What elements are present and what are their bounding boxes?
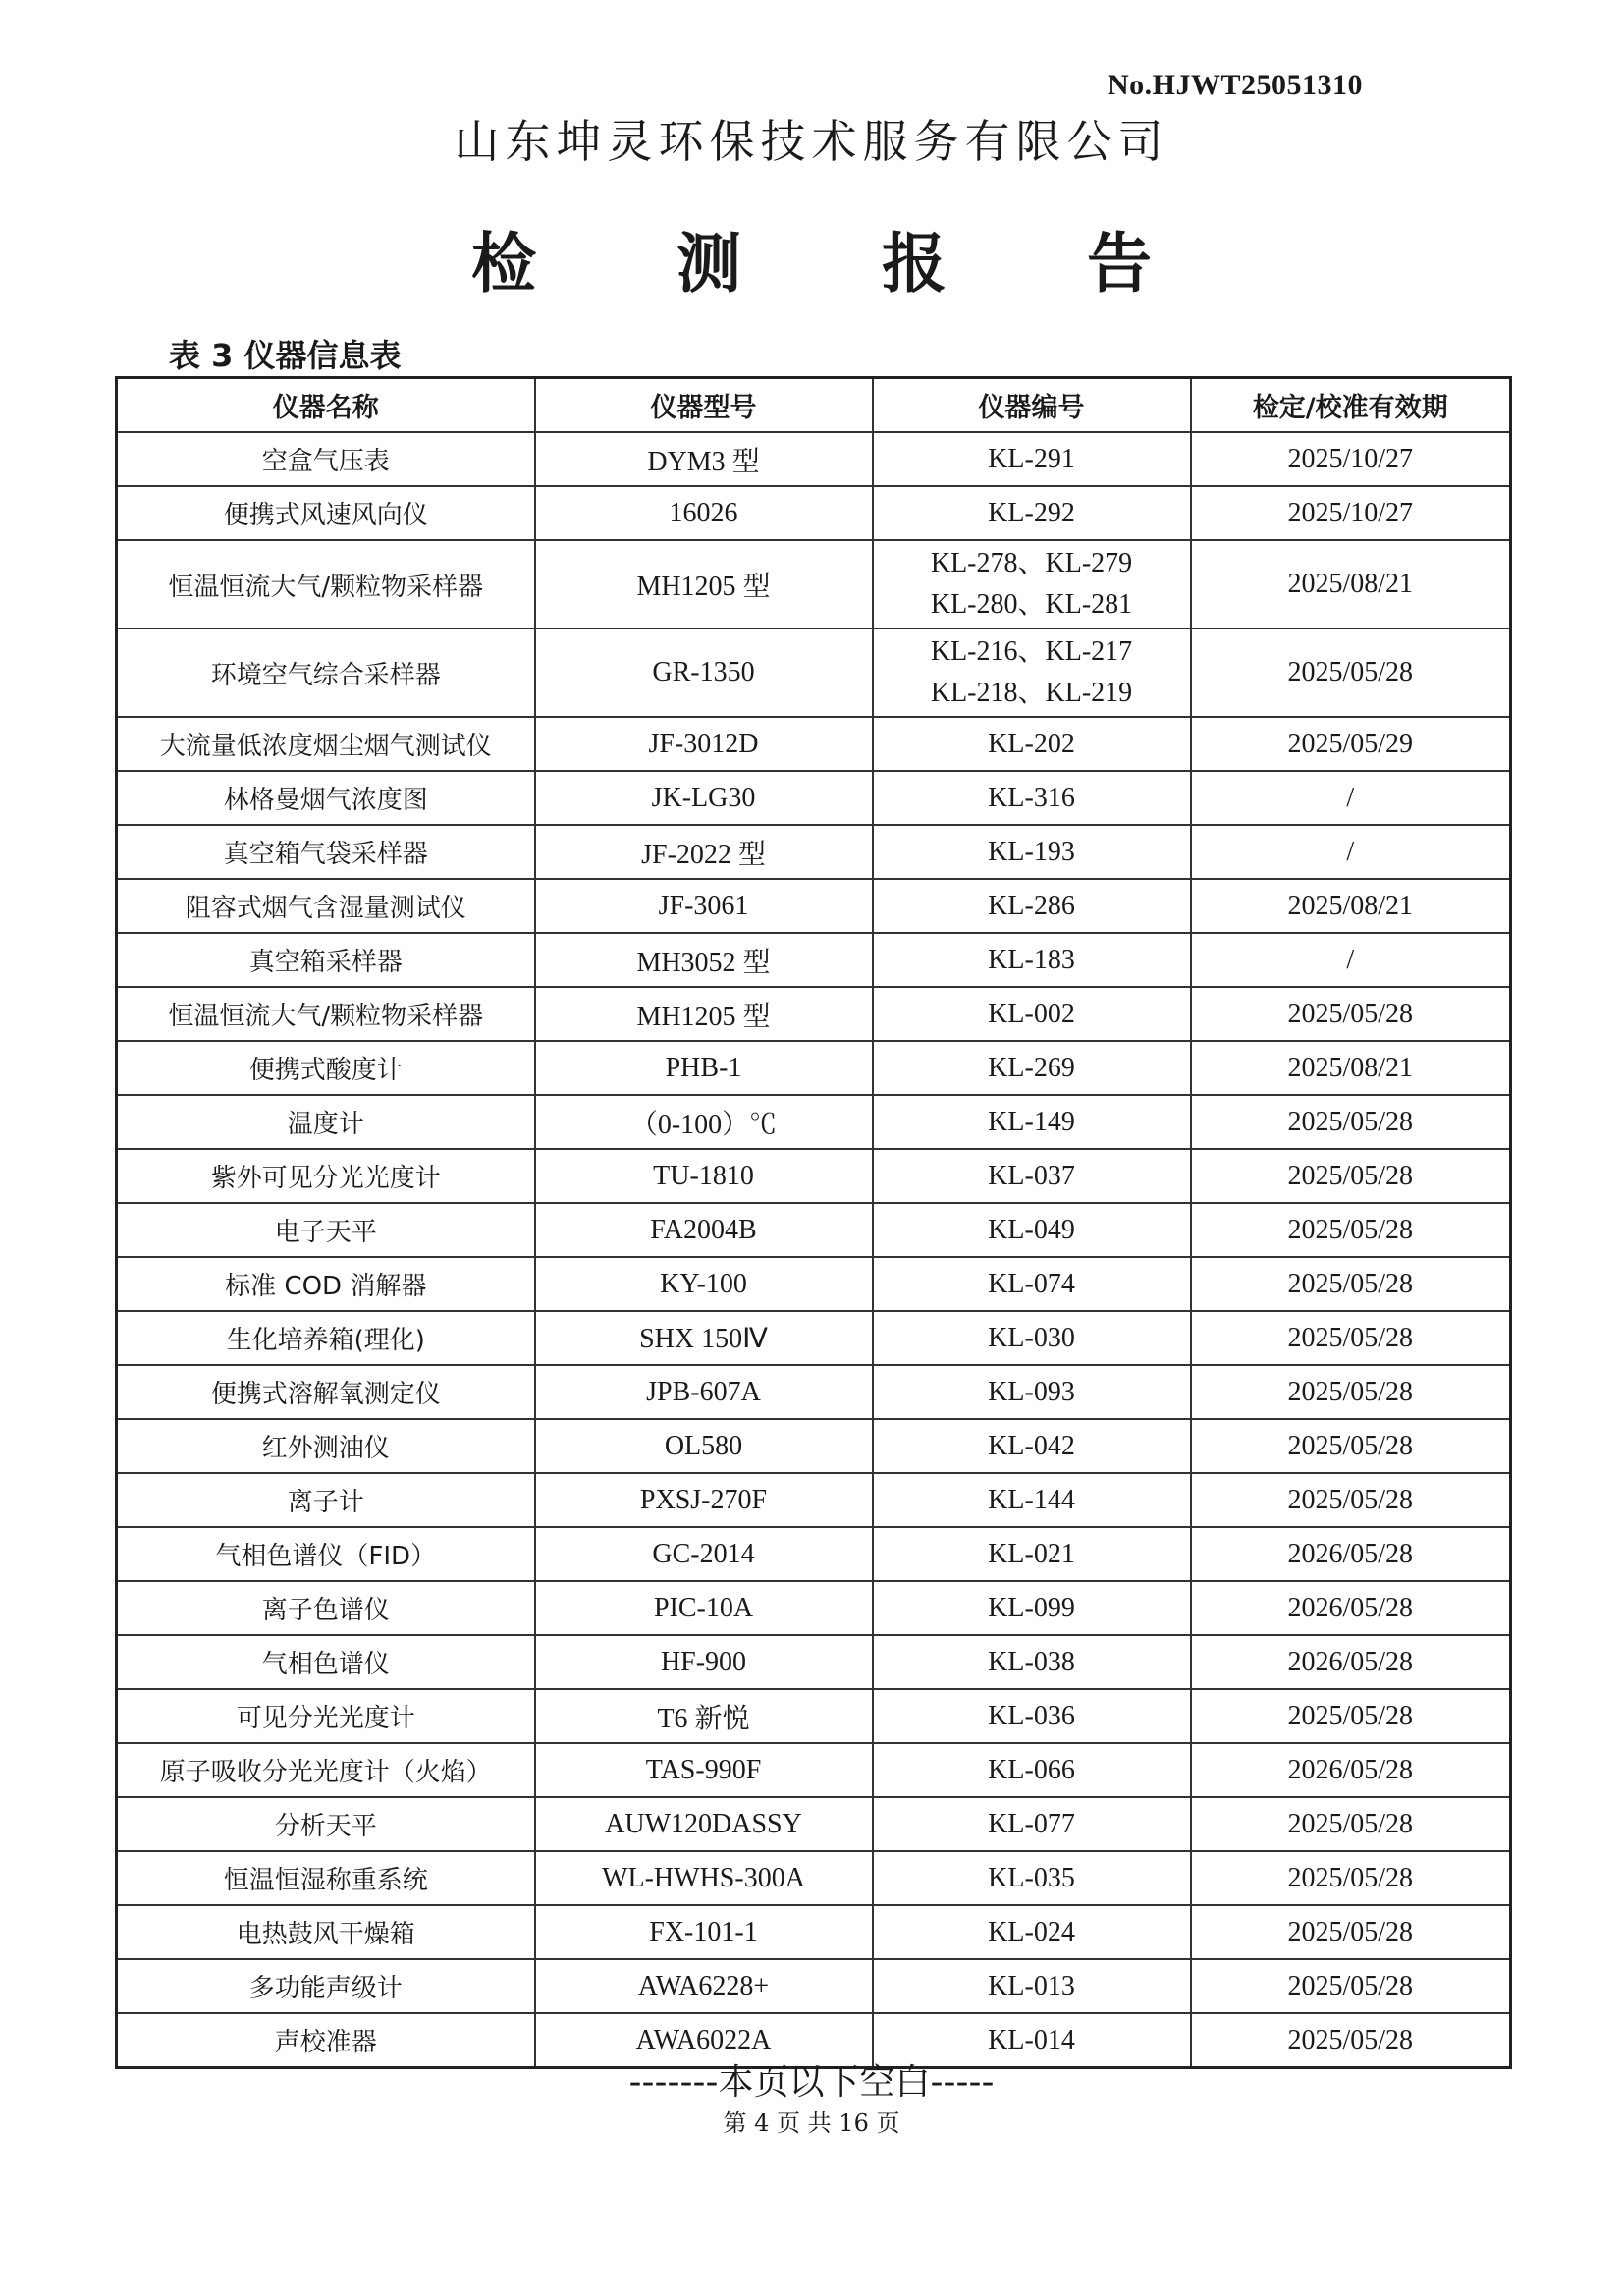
instrument-name-cell: 红外测油仪 — [117, 1419, 535, 1473]
valid-date-cell: 2025/08/21 — [1191, 1041, 1511, 1095]
instrument-model-cell: T6 新悦 — [535, 1689, 873, 1743]
instrument-number-line: KL-036 — [988, 1700, 1075, 1731]
instrument-model-cell: JK-LG30 — [535, 771, 873, 825]
instrument-model-cell: DYM3 型 — [535, 432, 873, 486]
instrument-model-cell: GC-2014 — [535, 1527, 873, 1581]
instrument-model-cell: TU-1810 — [535, 1149, 873, 1203]
instrument-model-cell: HF-900 — [535, 1635, 873, 1689]
valid-date-cell: 2025/08/21 — [1191, 540, 1511, 629]
instrument-number-cell — [873, 1257, 1191, 1311]
instrument-number-cell — [873, 1959, 1191, 2013]
instrument-model-cell: TAS-990F — [535, 1743, 873, 1797]
instrument-number-line: KL-002 — [988, 998, 1075, 1029]
valid-date-cell: / — [1191, 771, 1511, 825]
instrument-number-cell — [873, 987, 1191, 1041]
table-row — [117, 1581, 1511, 1635]
instrument-number-cell — [873, 1311, 1191, 1365]
table-row — [117, 629, 1511, 717]
instrument-number-cell — [873, 825, 1191, 879]
instrument-name-cell: 阻容式烟气含湿量测试仪 — [117, 879, 535, 933]
instrument-number-line: KL-149 — [988, 1106, 1075, 1137]
valid-date-cell: 2025/05/29 — [1191, 717, 1511, 771]
instrument-number-cell — [873, 1743, 1191, 1797]
instrument-name-cell: 生化培养箱(理化) — [117, 1311, 535, 1365]
instrument-name-cell: 多功能声级计 — [117, 1959, 535, 2013]
valid-date-cell: 2025/05/28 — [1191, 1149, 1511, 1203]
company-name: 山东坤灵环保技术服务有限公司 — [454, 115, 1169, 168]
instrument-number-cell — [873, 879, 1191, 933]
instrument-model-cell: PIC-10A — [535, 1581, 873, 1635]
instrument-number-line: KL-038 — [988, 1646, 1075, 1677]
table-row — [117, 1851, 1511, 1905]
instrument-number-line: KL-074 — [988, 1268, 1075, 1299]
table-row — [117, 1635, 1511, 1689]
instrument-number-line: KL-037 — [988, 1160, 1075, 1191]
valid-date-cell: 2025/05/28 — [1191, 1473, 1511, 1527]
instrument-name-cell: 气相色谱仪（FID） — [117, 1527, 535, 1581]
valid-date-cell: 2025/05/28 — [1191, 1959, 1511, 2013]
instrument-number-line: KL-099 — [988, 1592, 1075, 1623]
valid-date-cell: 2025/05/28 — [1191, 1905, 1511, 1959]
instrument-name-cell: 大流量低浓度烟尘烟气测试仪 — [117, 717, 535, 771]
instrument-name-cell: 分析天平 — [117, 1797, 535, 1851]
report-number: No.HJWT25051310 — [1108, 69, 1364, 101]
table-row — [117, 1905, 1511, 1959]
instrument-number-cell — [873, 540, 1191, 629]
instrument-model-cell: JF-3012D — [535, 717, 873, 771]
valid-date-cell: 2026/05/28 — [1191, 1581, 1511, 1635]
instrument-model-cell: WL-HWHS-300A — [535, 1851, 873, 1905]
valid-date-cell: 2025/08/21 — [1191, 879, 1511, 933]
instrument-name-cell: 离子计 — [117, 1473, 535, 1527]
instrument-number-cell — [873, 1203, 1191, 1257]
instrument-number-line: KL-202 — [988, 728, 1075, 759]
instrument-model-cell: PHB-1 — [535, 1041, 873, 1095]
valid-date-cell: 2025/05/28 — [1191, 1311, 1511, 1365]
instrument-number-cell — [873, 1527, 1191, 1581]
instrument-number-line: KL-042 — [988, 1430, 1075, 1461]
instrument-model-cell: SHX 150Ⅳ — [535, 1311, 873, 1365]
instrument-number-line: KL-066 — [988, 1754, 1075, 1785]
valid-date-cell: 2025/05/28 — [1191, 1095, 1511, 1149]
instrument-table — [115, 376, 1512, 2069]
instrument-name-cell: 真空箱采样器 — [117, 933, 535, 987]
page-number: 第 4 页 共 16 页 — [723, 2109, 900, 2137]
instrument-model-cell: MH1205 型 — [535, 540, 873, 629]
instrument-name-cell: 林格曼烟气浓度图 — [117, 771, 535, 825]
instrument-number-cell — [873, 1905, 1191, 1959]
instrument-number-cell — [873, 717, 1191, 771]
instrument-name-cell: 声校准器 — [117, 2013, 535, 2068]
instrument-number-cell — [873, 1581, 1191, 1635]
instrument-model-cell: KY-100 — [535, 1257, 873, 1311]
table-row — [117, 1095, 1511, 1149]
instrument-number-cell — [873, 486, 1191, 540]
instrument-name-cell: 环境空气综合采样器 — [117, 629, 535, 717]
valid-date-cell: 2025/05/28 — [1191, 1797, 1511, 1851]
valid-date-cell: 2026/05/28 — [1191, 1743, 1511, 1797]
valid-date-cell: 2025/05/28 — [1191, 1689, 1511, 1743]
valid-date-cell: 2026/05/28 — [1191, 1527, 1511, 1581]
valid-date-cell: 2025/05/28 — [1191, 1851, 1511, 1905]
instrument-name-cell: 温度计 — [117, 1095, 535, 1149]
instrument-number-line: KL-014 — [988, 2024, 1075, 2055]
instrument-model-cell: FA2004B — [535, 1203, 873, 1257]
instrument-number-cell — [873, 1851, 1191, 1905]
instrument-model-cell: FX-101-1 — [535, 1905, 873, 1959]
instrument-number-line: KL-183 — [988, 944, 1075, 975]
blank-below-note: -------本页以下空白----- — [628, 2062, 995, 2103]
instrument-number-line: KL-093 — [988, 1376, 1075, 1407]
instrument-number-cell — [873, 1689, 1191, 1743]
instrument-number-cell — [873, 1797, 1191, 1851]
table-header-row — [117, 378, 1511, 433]
valid-date-cell: 2026/05/28 — [1191, 1635, 1511, 1689]
instrument-number-cell — [873, 629, 1191, 717]
valid-date-cell: 2025/05/28 — [1191, 987, 1511, 1041]
instrument-model-cell: MH1205 型 — [535, 987, 873, 1041]
instrument-number-line: KL-013 — [988, 1970, 1075, 2001]
table-row — [117, 1743, 1511, 1797]
instrument-name-cell: 离子色谱仪 — [117, 1581, 535, 1635]
instrument-model-cell: JF-2022 型 — [535, 825, 873, 879]
instrument-number-line: KL-193 — [988, 836, 1075, 867]
instrument-name-cell: 电子天平 — [117, 1203, 535, 1257]
table-row — [117, 879, 1511, 933]
instrument-number-line: KL-216、KL-217 — [930, 636, 1133, 667]
valid-date-cell: 2025/05/28 — [1191, 1203, 1511, 1257]
table-row — [117, 987, 1511, 1041]
table-row — [117, 432, 1511, 486]
table-row — [117, 1527, 1511, 1581]
instrument-model-cell: MH3052 型 — [535, 933, 873, 987]
table-row — [117, 1419, 1511, 1473]
instrument-number-line: KL-144 — [988, 1484, 1075, 1515]
instrument-name-cell: 便携式风速风向仪 — [117, 486, 535, 540]
table-row — [117, 1365, 1511, 1419]
header-instrument-name: 仪器名称 — [117, 378, 535, 433]
instrument-number-cell — [873, 1419, 1191, 1473]
instrument-number-cell — [873, 1149, 1191, 1203]
valid-date-cell: 2025/05/28 — [1191, 2013, 1511, 2068]
table-row — [117, 771, 1511, 825]
instrument-number-cell — [873, 771, 1191, 825]
valid-date-cell: / — [1191, 933, 1511, 987]
instrument-number-line: KL-280、KL-281 — [930, 589, 1133, 620]
instrument-number-line: KL-316 — [988, 782, 1075, 813]
table-body — [117, 432, 1511, 2068]
instrument-model-cell: AWA6022A — [535, 2013, 873, 2068]
valid-date-cell: 2025/10/27 — [1191, 432, 1511, 486]
instrument-name-cell: 气相色谱仪 — [117, 1635, 535, 1689]
table-row — [117, 486, 1511, 540]
table-row — [117, 1959, 1511, 2013]
table-row — [117, 717, 1511, 771]
valid-date-cell: 2025/05/28 — [1191, 1419, 1511, 1473]
valid-date-cell: 2025/05/28 — [1191, 1257, 1511, 1311]
table-row — [117, 933, 1511, 987]
instrument-number-line: KL-035 — [988, 1862, 1075, 1893]
instrument-number-cell — [873, 1095, 1191, 1149]
valid-date-cell: / — [1191, 825, 1511, 879]
instrument-number-cell — [873, 1473, 1191, 1527]
instrument-number-line: KL-049 — [988, 1214, 1075, 1245]
valid-date-cell: 2025/05/28 — [1191, 1365, 1511, 1419]
table-row — [117, 825, 1511, 879]
instrument-number-cell — [873, 933, 1191, 987]
instrument-name-cell: 紫外可见分光光度计 — [117, 1149, 535, 1203]
header-instrument-model: 仪器型号 — [535, 378, 873, 433]
instrument-name-cell: 标准 COD 消解器 — [117, 1257, 535, 1311]
instrument-model-cell: JPB-607A — [535, 1365, 873, 1419]
instrument-model-cell: 16026 — [535, 486, 873, 540]
table-row — [117, 1257, 1511, 1311]
instrument-number-cell — [873, 1365, 1191, 1419]
instrument-name-cell: 便携式溶解氧测定仪 — [117, 1365, 535, 1419]
instrument-name-cell: 电热鼓风干燥箱 — [117, 1905, 535, 1959]
instrument-number-line: KL-021 — [988, 1538, 1075, 1569]
instrument-name-cell: 便携式酸度计 — [117, 1041, 535, 1095]
valid-date-cell: 2025/05/28 — [1191, 629, 1511, 717]
table-row — [117, 1797, 1511, 1851]
instrument-number-line: KL-286 — [988, 890, 1075, 921]
instrument-number-line: KL-218、KL-219 — [930, 678, 1133, 708]
instrument-number-line: KL-291 — [988, 443, 1075, 474]
instrument-name-cell: 恒温恒流大气/颗粒物采样器 — [117, 987, 535, 1041]
instrument-number-line: KL-030 — [988, 1322, 1075, 1353]
header-instrument-number: 仪器编号 — [873, 378, 1191, 433]
instrument-model-cell: OL580 — [535, 1419, 873, 1473]
instrument-number-line: KL-024 — [988, 1916, 1075, 1947]
instrument-model-cell: （0-100）℃ — [535, 1095, 873, 1149]
valid-date-cell: 2025/10/27 — [1191, 486, 1511, 540]
table-row — [117, 1311, 1511, 1365]
report-title: 检 测 报 告 — [471, 226, 1211, 301]
table-row — [117, 1689, 1511, 1743]
instrument-number-cell — [873, 1041, 1191, 1095]
table-row — [117, 1149, 1511, 1203]
instrument-number-cell — [873, 432, 1191, 486]
instrument-name-cell: 原子吸收分光光度计（火焰） — [117, 1743, 535, 1797]
instrument-model-cell: AWA6228+ — [535, 1959, 873, 2013]
instrument-number-line: KL-077 — [988, 1808, 1075, 1839]
table-row — [117, 540, 1511, 629]
instrument-name-cell: 恒温恒湿称重系统 — [117, 1851, 535, 1905]
instrument-name-cell: 恒温恒流大气/颗粒物采样器 — [117, 540, 535, 629]
instrument-model-cell: PXSJ-270F — [535, 1473, 873, 1527]
instrument-model-cell: GR-1350 — [535, 629, 873, 717]
instrument-number-line: KL-269 — [988, 1052, 1075, 1083]
instrument-number-cell — [873, 1635, 1191, 1689]
instrument-name-cell: 可见分光光度计 — [117, 1689, 535, 1743]
instrument-number-line: KL-278、KL-279 — [930, 548, 1133, 578]
instrument-model-cell: AUW120DASSY — [535, 1797, 873, 1851]
table-row — [117, 1041, 1511, 1095]
instrument-number-line: KL-292 — [988, 497, 1075, 528]
header-valid-date: 检定/校准有效期 — [1191, 378, 1511, 433]
instrument-name-cell: 空盒气压表 — [117, 432, 535, 486]
table-row — [117, 1203, 1511, 1257]
instrument-name-cell: 真空箱气袋采样器 — [117, 825, 535, 879]
table-caption: 表 3 仪器信息表 — [169, 337, 402, 374]
table-row — [117, 1473, 1511, 1527]
instrument-model-cell: JF-3061 — [535, 879, 873, 933]
